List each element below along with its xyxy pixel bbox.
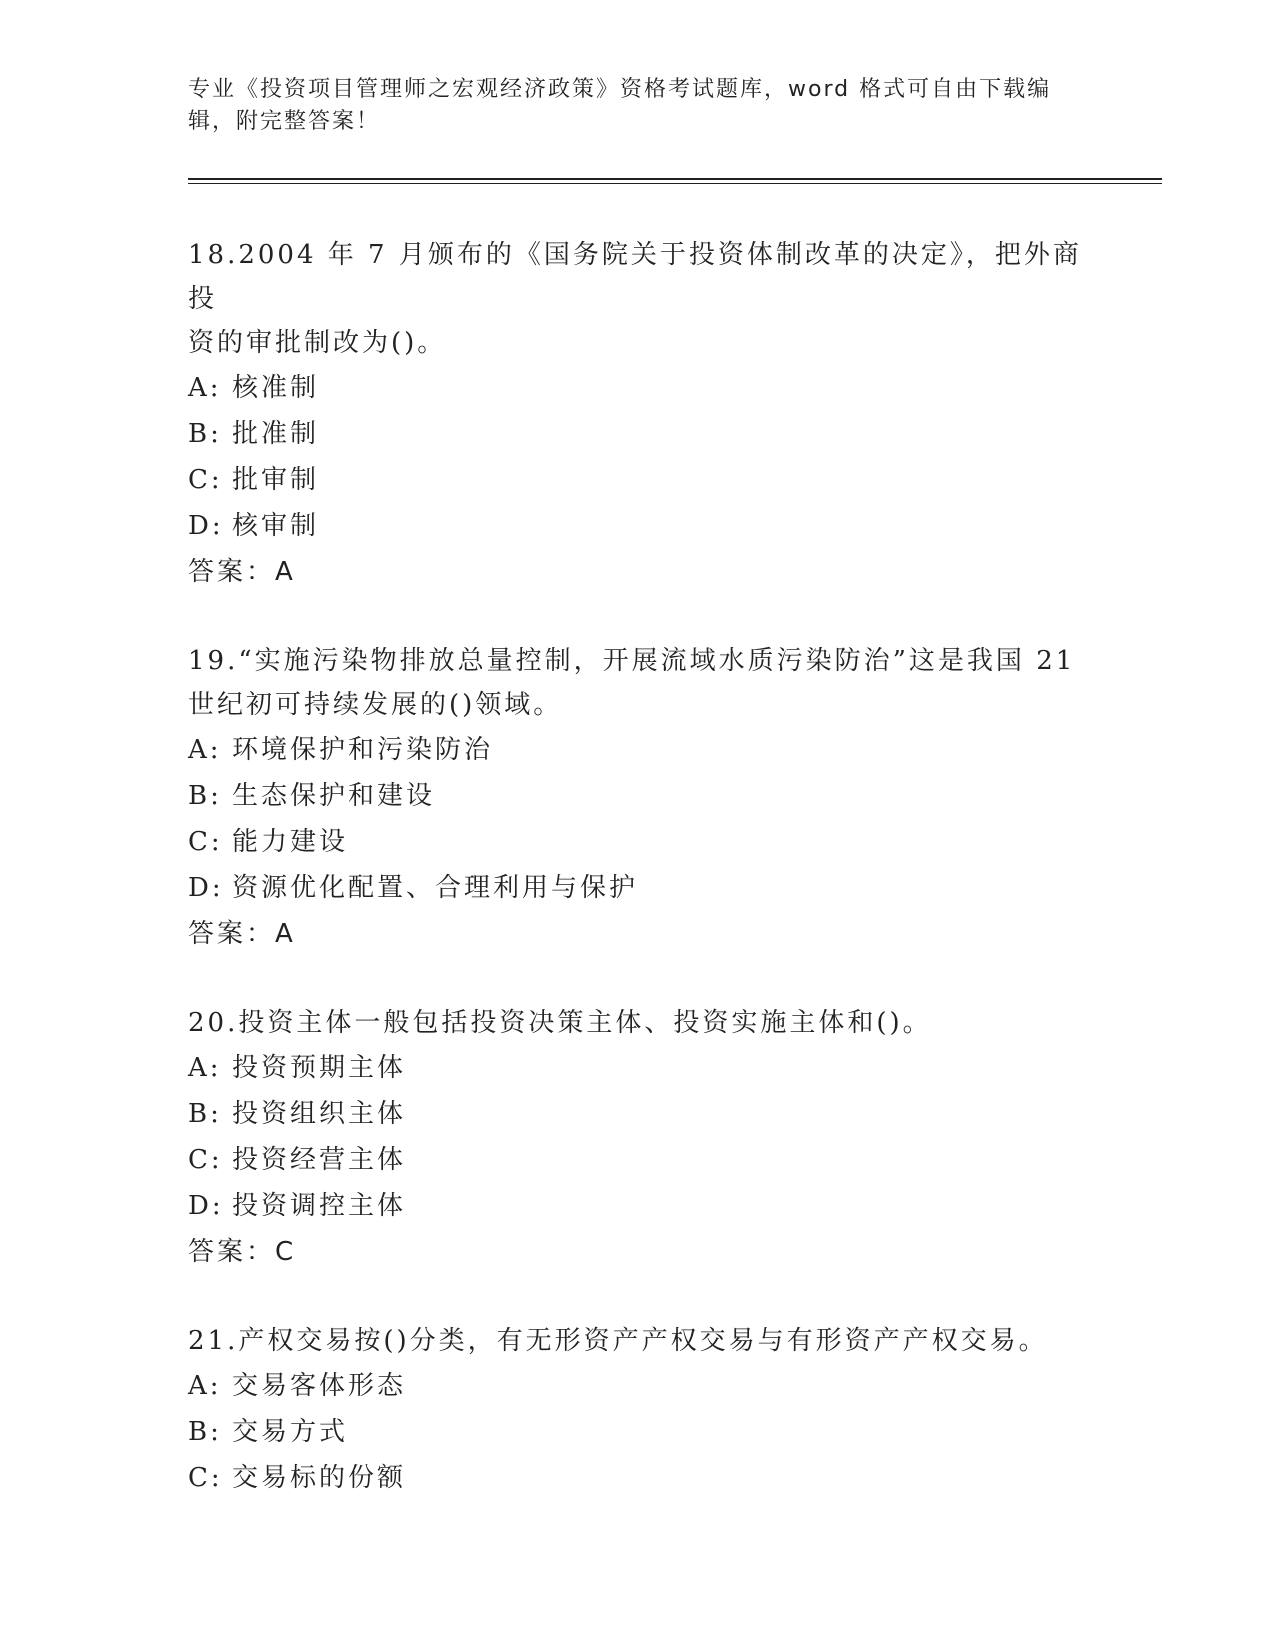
option-d xyxy=(188,503,1088,549)
header-rule-thick xyxy=(188,178,1162,180)
option-text: 投资经营主体 xyxy=(232,1145,407,1175)
option-d xyxy=(188,865,1088,911)
option-c xyxy=(188,1137,1088,1183)
option-text: 投资组织主体 xyxy=(232,1099,407,1129)
option-letter: B: xyxy=(188,1417,222,1447)
question-stem xyxy=(188,1001,1088,1045)
option-letter: D: xyxy=(188,873,224,903)
question-stem xyxy=(188,233,1088,365)
question-19 xyxy=(188,639,1088,957)
option-a xyxy=(188,1045,1088,1091)
question-20 xyxy=(188,1001,1088,1275)
option-letter: B: xyxy=(188,1099,222,1129)
document-header xyxy=(188,74,1088,138)
option-text: 交易方式 xyxy=(232,1417,349,1447)
answer-label: 答案：A xyxy=(188,557,296,587)
option-text: 批审制 xyxy=(232,465,320,495)
question-stem-line-2: 世纪初可持续发展的()领域。 xyxy=(188,690,563,720)
option-text: 交易客体形态 xyxy=(232,1371,407,1401)
option-a xyxy=(188,727,1088,773)
option-text: 交易标的份额 xyxy=(232,1463,407,1493)
option-d xyxy=(188,1183,1088,1229)
question-stem-line-1: 18.2004 年 7 月颁布的《国务院关于投资体制改革的决定》，把外商投 xyxy=(188,240,1082,314)
option-a xyxy=(188,1363,1088,1409)
option-letter: B: xyxy=(188,781,222,811)
option-letter: A: xyxy=(188,735,222,765)
option-b xyxy=(188,773,1088,819)
option-text: 能力建设 xyxy=(232,827,349,857)
question-18 xyxy=(188,233,1088,595)
question-stem-line-2: 资的审批制改为()。 xyxy=(188,328,447,358)
question-stem-line-1: 19.“实施污染物排放总量控制，开展流域水质污染防治”这是我国 21 xyxy=(188,646,1076,676)
option-letter: A: xyxy=(188,1053,222,1083)
option-letter: C: xyxy=(188,827,223,857)
option-text: 核审制 xyxy=(232,511,320,541)
option-text: 核准制 xyxy=(232,373,320,403)
option-letter: A: xyxy=(188,373,222,403)
option-letter: D: xyxy=(188,1191,224,1221)
option-text: 投资预期主体 xyxy=(232,1053,407,1083)
question-stem-line-1: 20.投资主体一般包括投资决策主体、投资实施主体和()。 xyxy=(188,1008,932,1038)
option-letter: C: xyxy=(188,1463,223,1493)
option-a xyxy=(188,365,1088,411)
option-letter: B: xyxy=(188,419,222,449)
option-letter: C: xyxy=(188,1145,223,1175)
answer-label: 答案：C xyxy=(188,1237,297,1267)
option-b xyxy=(188,1409,1088,1455)
question-gap xyxy=(188,595,1088,639)
header-line-1: 专业《投资项目管理师之宏观经济政策》资格考试题库，word 格式可自由下载编 xyxy=(188,77,1052,102)
header-rule-thin xyxy=(188,183,1162,184)
option-b xyxy=(188,1091,1088,1137)
question-stem xyxy=(188,639,1088,727)
option-text: 投资调控主体 xyxy=(232,1191,407,1221)
option-b xyxy=(188,411,1088,457)
option-letter: C: xyxy=(188,465,223,495)
question-stem-line-1: 21.产权交易按()分类，有无形资产产权交易与有形资产产权交易。 xyxy=(188,1326,1048,1356)
option-c xyxy=(188,1455,1088,1501)
answer-label: 答案：A xyxy=(188,919,296,949)
option-text: 生态保护和建设 xyxy=(232,781,436,811)
question-21 xyxy=(188,1319,1088,1501)
option-text: 批准制 xyxy=(232,419,320,449)
question-stem xyxy=(188,1319,1088,1363)
option-text: 资源优化配置、合理利用与保护 xyxy=(232,873,639,903)
option-letter: A: xyxy=(188,1371,222,1401)
question-gap xyxy=(188,957,1088,1001)
option-letter: D: xyxy=(188,511,224,541)
question-list xyxy=(188,233,1088,1501)
question-gap xyxy=(188,1275,1088,1319)
option-c xyxy=(188,819,1088,865)
option-c xyxy=(188,457,1088,503)
option-text: 环境保护和污染防治 xyxy=(232,735,494,765)
header-line-2: 辑，附完整答案！ xyxy=(188,109,381,134)
